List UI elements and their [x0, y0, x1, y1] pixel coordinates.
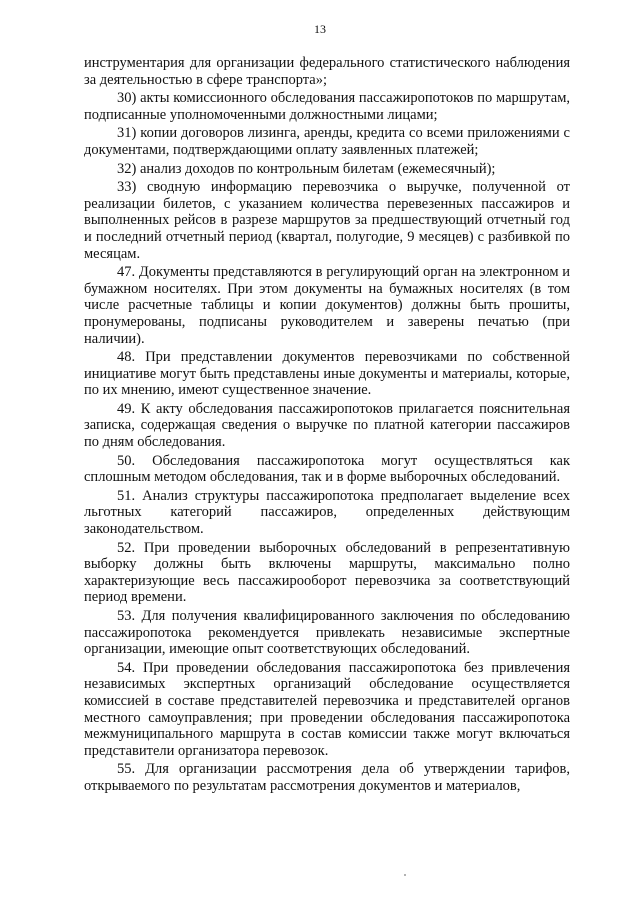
paragraph-clause-54: 54. При проведении обследования пассажиропотока без привлечения независимых экспертных организаций обследование осуществляется комиссией в составе представителей перевозчика и представителей органов местного самоуправления; при проведении обследования пассажиропотока межмуниципального маршрута в состав комиссии также могут включаться представители организатора перевозок. — [84, 659, 570, 759]
paragraph-item-30: 30) акты комиссионного обследования пассажиропотоков по маршрутам, подписанные уполномоченными должностными лицами; — [84, 90, 570, 123]
paragraph-clause-47: 47. Документы представляются в регулирующий орган на электронном и бумажном носителях. При этом документы на бумажных носителях (в том числе расчетные таблицы и копии документов) должны быть прошиты, пронумерованы, подписаны руководителем и заверены печатью (при наличии). — [84, 264, 570, 347]
paragraph-clause-52: 52. При проведении выборочных обследований в репрезентативную выборку должны быть включены маршруты, максимально полно характеризующие весь пассажирооборот перевозчика за соответствующий период времени. — [84, 539, 570, 606]
paragraph-clause-50: 50. Обследования пассажиропотока могут осуществляться как сплошным методом обследования, так и в форме выборочных обследований. — [84, 452, 570, 486]
paragraph-clause-51: 51. Анализ структуры пассажиропотока предполагает выделение всех льготных категорий пассажиров, определенных действующим законодательством. — [84, 487, 570, 538]
paragraph-clause-49: 49. К акту обследования пассажиропотоков прилагается пояснительная записка, содержащая сведения о выручке по платной категории пассажиров по дням обследования. — [84, 400, 570, 451]
scan-speck — [404, 874, 406, 876]
paragraph-item-31: 31) копии договоров лизинга, аренды, кредита со всеми приложениями с документами, подтверждающими оплату заявленных платежей; — [84, 125, 570, 158]
paragraph-item-32: 32) анализ доходов по контрольным билетам (ежемесячный); — [117, 160, 496, 177]
paragraph-clause-48: 48. При представлении документов перевозчиками по собственной инициативе могут быть представлены иные документы и материалы, которые, по их мнению, имеют существенное значение. — [84, 349, 570, 399]
paragraph-clause-55: 55. Для организации рассмотрения дела об утверждении тарифов, открываемого по результатам рассмотрения документов и материалов, — [84, 761, 570, 794]
paragraph-item-33: 33) сводную информацию перевозчика о выручке, полученной от реализации билетов, с указанием количества перевезенных пассажиров и выполненных рейсов в разрезе маршрутов за предшествующий отчетный год и последний отчетный период (квартал, полугодие, 9 месяцев) с разбивкой по месяцам. — [84, 179, 570, 262]
paragraph-clause-53: 53. Для получения квалифицированного заключения по обследованию пассажиропотока рекомендуется привлекать независимые экспертные организации, имеющие опыт соответствующих обследований. — [84, 608, 570, 658]
page-number: 13 — [314, 22, 326, 36]
paragraph-continuation: инструментария для организации федерального статистического наблюдения за деятельностью в сфере транспорта»; — [84, 55, 570, 88]
document-body — [84, 55, 570, 795]
